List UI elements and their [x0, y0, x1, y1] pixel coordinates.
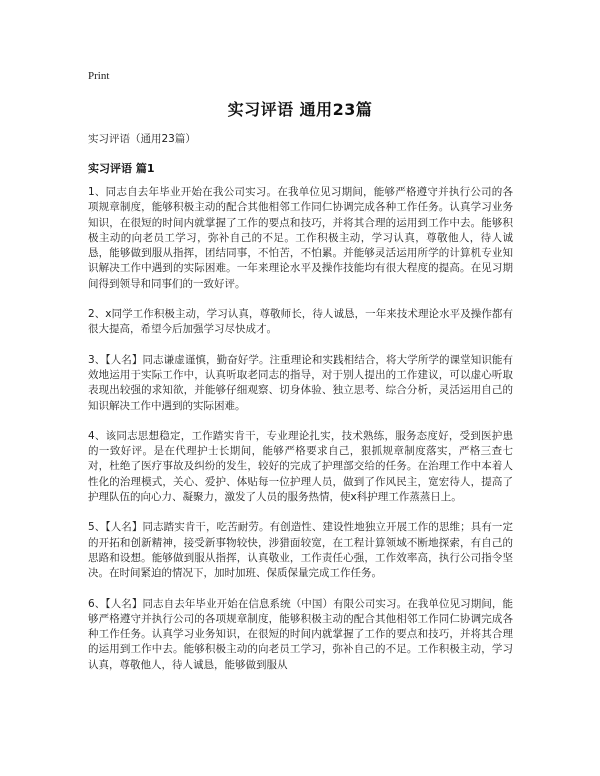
paragraph-2: 2、x同学工作积极主动，学习认真，尊敬师长，待人诚恳，一年来技术理论水平及操作都有很大提高，希望今后加强学习尽快成才。: [88, 308, 513, 336]
print-label: Print: [88, 70, 110, 82]
document-title: 实习评语 通用23篇: [227, 100, 373, 119]
paragraph-6: 6、【人名】同志自去年毕业开始在信息系统（中国）有限公司实习。在我单位见习期间，能够严格遵守并执行公司的各项规章制度，能够积极主动的配合其他相邻工作同仁协调完成各种工作任务。认真学习业务知识，在很短的时间内就掌握了工作的要点和技巧，并将其合理的运用到工作中去。能够积极主动的向老员工学习，弥补自己的不足。工作积极主动，学习认真，尊敬他人，待人诚恳，能够做到服从: [88, 597, 513, 671]
document-subtitle: 实习评语（通用23篇）: [88, 133, 196, 145]
document-body: [88, 185, 513, 688]
section-heading: 实习评语 篇1: [88, 162, 155, 175]
paragraph-4: 4、该同志思想稳定，工作踏实肯干，专业理论扎实，技术熟练，服务态度好，受到医护患的一致好评。是在代理护士长期间，能够严格要求自己，狠抓规章制度落实，严格三查七对，杜绝了医疗事故及纠纷的发生，较好的完成了护理部交给的任务。在治理工作中本着人性化的治理模式，关心、爱护、体贴每一位护理人员，做到了作风民主，宽宏待人，提高了护理队伍的向心力、凝聚力，激发了人员的服务热情，使x科护理工作蒸蒸日上。: [88, 429, 513, 504]
paragraph-1: 1、同志自去年毕业开始在我公司实习。在我单位见习期间，能够严格遵守并执行公司的各项规章制度，能够积极主动的配合其他相邻工作同仁协调完成各种工作任务。认真学习业务知识，在很短的时间内就掌握了工作的要点和技巧，并将其合理的运用到工作中去。能够积极主动的向老员工学习，弥补自己的不足。工作积极主动，学习认真，尊敬他人，待人诚恳，能够做到服从指挥，团结同事，不怕苦，不怕累。并能够灵活运用所学的计算机专业知识解决工作中遇到的实际困难。一年来理论水平及操作技能均有很大程度的提高。在见习期间得到领导和同事们的一致好评。: [88, 186, 513, 290]
paragraph-5: 5、【人名】同志踏实肯干，吃苦耐劳。有创造性、建设性地独立开展工作的思维；具有一定的开拓和创新精神，接受新事物较快，涉猎面较宽，在工程计算领域不断地探索，有自己的思路和设想。能够做到服从指挥，认真敬业，工作责任心强，工作效率高，执行公司指令坚决。在时间紧迫的情况下，加时加班、保质保量完成工作任务。: [88, 521, 513, 580]
paragraph-3: 3、【人名】同志谦虚谨慎，勤奋好学。注重理论和实践相结合，将大学所学的课堂知识能有效地运用于实际工作中，认真听取老同志的指导，对于别人提出的工作建议，可以虚心听取表现出较强的求知欲，并能够仔细观察、切身体验、独立思考、综合分析，灵活运用自己的知识解决工作中遇到的实际困难。: [88, 353, 513, 412]
